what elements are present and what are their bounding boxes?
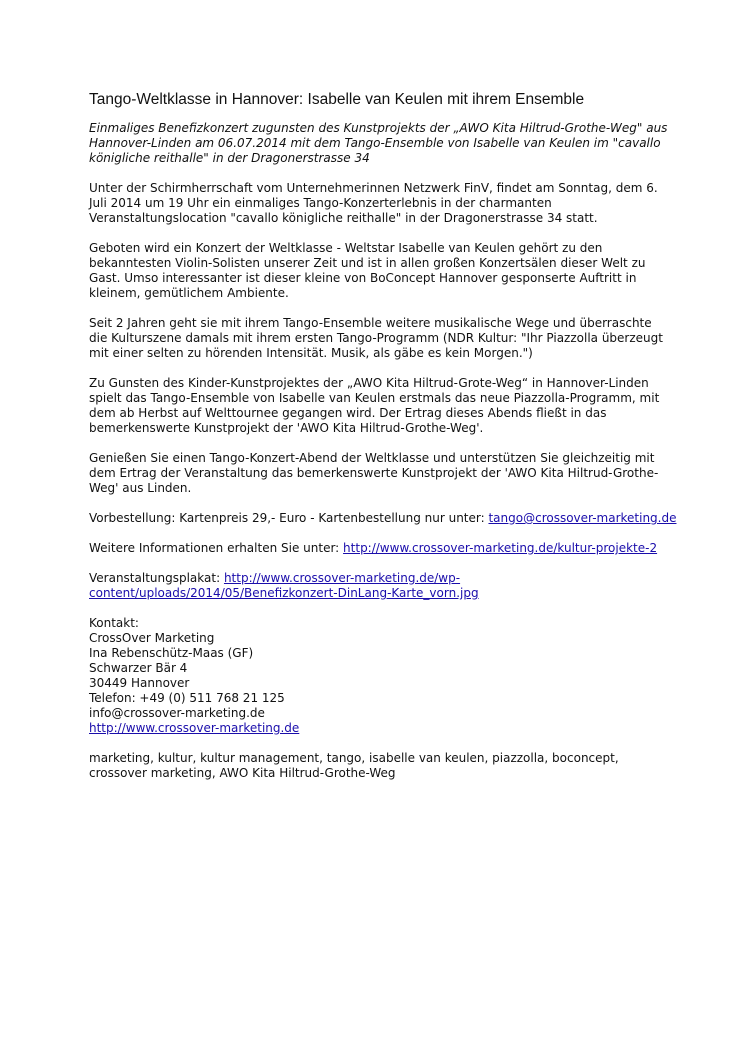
contact-company: CrossOver Marketing	[89, 631, 215, 645]
contact-phone: Telefon: +49 (0) 511 768 21 125	[89, 691, 285, 705]
lead-paragraph: Einmaliges Benefizkonzert zugunsten des Kunstprojekts der „AWO Kita Hiltrud-Grothe-Weg" aus Hannover-Linden am 06.07.2014 mit dem Tango-Ensemble von Isabelle van Keulen im "cavallo königliche reithalle" in der Dragonerstrasse 34	[89, 121, 668, 165]
order-line	[89, 511, 677, 526]
contact-street: Schwarzer Bär 4	[89, 661, 188, 675]
poster-url-part-1: http://www.crossover-marketing.de/wp-	[223, 571, 461, 585]
paragraph-5: Genießen Sie einen Tango-Konzert-Abend der Weltklasse und unterstützen Sie gleichzeitig mit dem Ertrag der Veranstaltung das bemerkenswerte Kunstprojekt der 'AWO Kita Hiltrud-Grothe-Weg' aus Linden.	[89, 451, 659, 495]
contact-person: Ina Rebenschütz-Maas (GF)	[89, 646, 254, 660]
paragraph-1: Unter der Schirmherrschaft vom Unternehmerinnen Netzwerk FinV, findet am Sonntag, dem 6. Juli 2014 um 19 Uhr ein einmaliges Tango-Konzerterlebnis in der charmanten Veranstaltungslocation "cavallo königliche reithalle" in der Dragonerstrasse 34 statt.	[89, 181, 658, 225]
info-text: Weitere Informationen erhalten Sie unter:	[89, 541, 344, 555]
poster-line	[89, 571, 669, 601]
order-text: Vorbestellung: Kartenpreis 29,- Euro - Kartenbestellung nur unter:	[89, 511, 489, 525]
contact-city: 30449 Hannover	[89, 676, 190, 690]
article-body	[89, 90, 677, 796]
contact-email: info@crossover-marketing.de	[89, 706, 265, 720]
contact-web-link[interactable]: http://www.crossover-marketing.de	[89, 721, 300, 735]
article-title: Tango-Weltklasse in Hannover: Isabelle van Keulen mit ihrem Ensemble	[89, 91, 585, 108]
poster-url-part-2: content/uploads/2014/05/Benefizkonzert-DinLang-Karte_vorn.jpg	[89, 586, 479, 600]
paragraph-2: Geboten wird ein Konzert der Weltklasse - Weltstar Isabelle van Keulen gehört zu den bekanntesten Violin-Solisten unserer Zeit und ist in allen großen Konzertsälen dieser Welt zu Gast. Umso interessanter ist dieser kleine von BoConcept Hannover gesponserte Auftritt in kleinem, gemütlichem Ambiente.	[89, 241, 646, 300]
paragraph-3: Seit 2 Jahren geht sie mit ihrem Tango-Ensemble weitere musikalische Wege und überraschte die Kulturszene damals mit ihrem ersten Tango-Programm (NDR Kultur: "Ihr Piazzolla überzeugt mit einer selten zu hörenden Intensität. Musik, als gäbe es kein Morgen.")	[89, 316, 663, 360]
info-line	[89, 541, 669, 556]
order-email-link[interactable]: tango@crossover-marketing.de	[488, 511, 677, 525]
poster-text: Veranstaltungsplakat:	[89, 571, 224, 585]
info-url-link[interactable]: http://www.crossover-marketing.de/kultur-projekte-2	[343, 541, 658, 555]
contact-heading: Kontakt:	[89, 616, 139, 630]
paragraph-4: Zu Gunsten des Kinder-Kunstprojektes der „AWO Kita Hiltrud-Grote-Weg“ in Hannover-Linden spielt das Tango-Ensemble von Isabelle van Keulen erstmals das neue Piazzolla-Programm, mit dem ab Herbst auf Welttournee gegangen wird. Der Ertrag dieses Abends fließt in das bemerkenswerte Kunstprojekt der 'AWO Kita Hiltrud-Grothe-Weg'.	[89, 376, 660, 435]
keywords: marketing, kultur, kultur management, tango, isabelle van keulen, piazzolla, boconcept, crossover marketing, AWO Kita Hiltrud-Grothe-Weg	[89, 751, 619, 780]
